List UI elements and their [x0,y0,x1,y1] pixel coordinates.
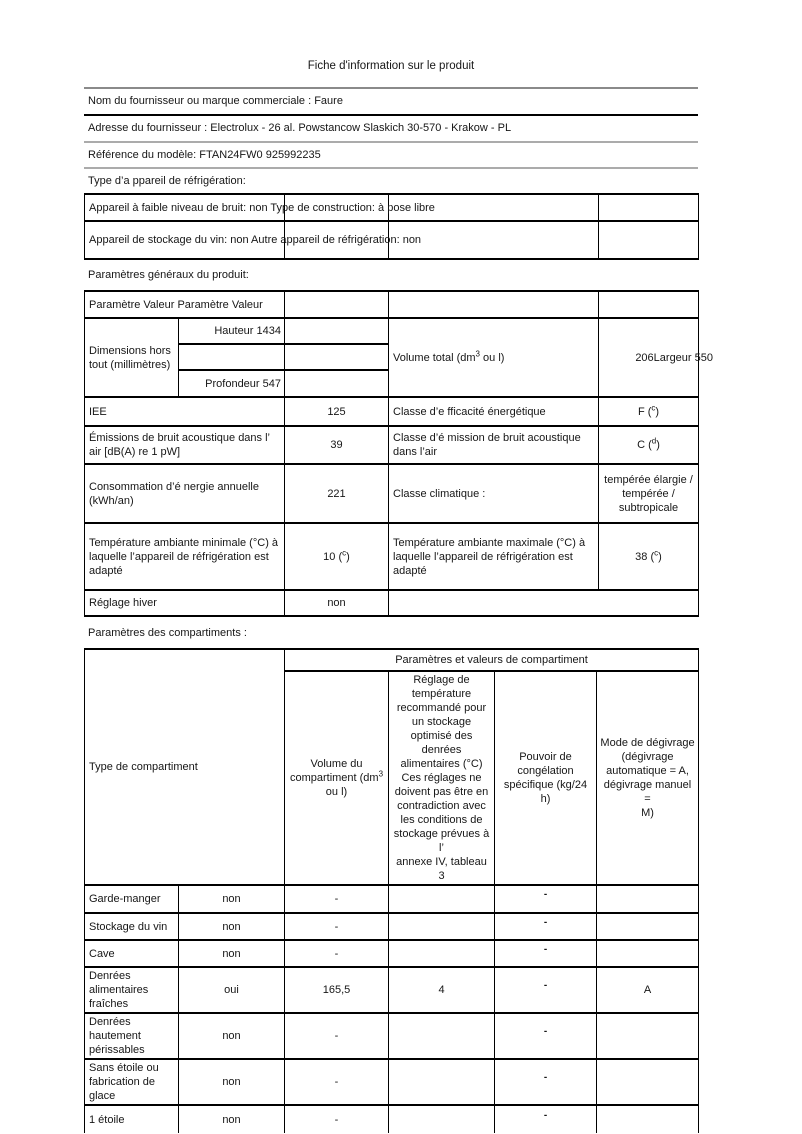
compartment-volume-cell: - [285,1105,389,1133]
compartment-freeze-cell: - [495,940,597,967]
compartment-present-cell: non [179,940,285,967]
compartment-name-cell: Garde-manger [85,885,179,913]
model-reference-row: Référence du modèle: FTAN24FW0 925992235 [84,141,698,167]
empty-cell [285,291,389,318]
compartment-volume-cell: 165,5 [285,967,389,1013]
compartment-freeze-cell: - [495,1105,597,1133]
empty-cell [599,194,699,221]
compartment-present-cell: non [179,885,285,913]
table-row [85,426,699,464]
compartment-volume-cell: - [285,885,389,913]
table-row [85,523,699,590]
compartment-defrost-cell [597,1013,699,1059]
table-row [85,649,699,671]
group-header-cell: Paramètres et valeurs de compartiment [285,649,699,671]
compartment-freeze-cell: - [495,967,597,1013]
compartment-volume-cell: - [285,1013,389,1059]
compartment-freeze-cell: - [495,1059,597,1105]
total-volume-value-cell: 206Largeur 550 [599,318,699,397]
freezing-capacity-header-cell: Pouvoir de congélation spécifique (kg/24 h) [495,671,597,885]
compartment-temp-cell [389,885,495,913]
empty-cell [285,370,389,397]
param-label-cell: Classe d’e fficacité énergétique [389,397,599,426]
param-value-cell: 38 ($^c$) [599,523,699,590]
compartment-freeze-cell: - [495,1013,597,1059]
compartment-temp-cell [389,1105,495,1133]
compartment-type-header-cell: Type de compartiment [85,649,285,885]
compartment-row [85,885,699,913]
table-row [85,221,699,259]
height-value-cell: Hauteur 1434 [179,318,285,344]
compartment-present-cell: non [179,1013,285,1059]
param-header-cell: Paramètre Valeur Paramètre Valeur [85,291,285,318]
table-row [85,318,699,344]
table-row [85,397,699,426]
empty-cell [599,221,699,259]
table-row [85,291,699,318]
compartment-temp-cell [389,940,495,967]
volume-header-cell: Volume du compartiment ($dm^3$ ou l) [285,671,389,885]
param-value-cell: 125 [285,397,389,426]
param-value-cell: C ($^d$) [599,426,699,464]
compartment-present-cell: non [179,1059,285,1105]
section-heading-appliance-type: Type d’a ppareil de réfrigération: [84,167,698,193]
supplier-address-row: Adresse du fournisseur : Electrolux - 26 al. Powstancow Slaskich 30-570 - Krakow - PL [84,114,698,141]
compartment-defrost-cell [597,885,699,913]
depth-value-cell: Profondeur 547 [179,370,285,397]
compartment-row [85,940,699,967]
param-label-cell: IEE [85,397,285,426]
compartment-freeze-cell: - [495,913,597,940]
compartment-defrost-cell [597,1059,699,1105]
compartments-table [84,648,699,1133]
param-value-cell: tempérée élargie / tempérée / subtropicale [599,464,699,523]
compartment-present-cell: oui [179,967,285,1013]
total-volume-label-cell: Volume total ($dm^3$ ou l) [389,318,599,397]
compartment-present-cell: non [179,1105,285,1133]
param-value-cell: 221 [285,464,389,523]
temperature-header-cell: Réglage de température recommandé pour un stockage optimisé des denrées alimentaires (°C) Ces réglages ne doivent pas être en contradiction avec les conditions de stockage prévues à l’ annexe IV, tableau 3 [389,671,495,885]
section-heading-general-params: Paramètres généraux du produit: [88,269,249,281]
empty-cell [285,318,389,344]
supplier-name-row: Nom du fournisseur ou marque commerciale : Faure [84,87,698,114]
param-value-cell: 10 ($^c$) [285,523,389,590]
compartment-temp-cell [389,913,495,940]
compartment-name-cell: 1 étoile [85,1105,179,1133]
general-parameters-table [84,290,713,617]
compartment-row [85,967,699,1013]
compartment-temp-cell [389,1059,495,1105]
compartment-temp-cell [389,1013,495,1059]
param-label-cell: Émissions de bruit acoustique dans l’ air [dB(A) re 1 pW] [85,426,285,464]
compartment-volume-cell: - [285,1059,389,1105]
compartment-freeze-cell: - [495,885,597,913]
param-label-cell: Température ambiante maximale (°C) à laquelle l’appareil de réfrigération est adapté [389,523,599,590]
param-label-cell: Température ambiante minimale (°C) à laquelle l’appareil de réfrigération est adapté [85,523,285,590]
compartment-defrost-cell [597,913,699,940]
empty-cell [389,291,599,318]
param-value-cell: F ($^c$) [599,397,699,426]
compartment-row [85,1105,699,1133]
compartment-row [85,913,699,940]
compartment-volume-cell: - [285,940,389,967]
defrost-mode-header-cell: Mode de dégivrage (dégivrage automatique = A, dégivrage manuel = M) [597,671,699,885]
compartment-defrost-cell [597,1105,699,1133]
param-value-cell: 39 [285,426,389,464]
empty-cell [179,344,285,370]
document-body [84,0,713,1133]
compartment-row [85,1013,699,1059]
appliance-type-cell: Appareil à faible niveau de bruit: non Type de construction: à pose libre [85,194,285,221]
appliance-type-table [84,193,699,260]
param-label-cell: Classe climatique : [389,464,599,523]
compartment-name-cell: Sans étoile ou fabrication de glace [85,1059,179,1105]
compartment-name-cell: Cave [85,940,179,967]
compartment-name-cell: Stockage du vin [85,913,179,940]
appliance-type-cell: Appareil de stockage du vin: non Autre appareil de réfrigération: non [85,221,285,259]
table-row [85,194,699,221]
page-title: Fiche d'information sur le produit [307,60,475,72]
compartment-volume-cell: - [285,913,389,940]
table-row [85,590,699,616]
empty-cell [285,344,389,370]
compartment-temp-cell: 4 [389,967,495,1013]
param-value-cell: non [285,590,389,616]
compartment-name-cell: Denrées alimentaires fraîches [85,967,179,1013]
compartment-row [85,1059,699,1105]
param-label-cell: Classe d’é mission de bruit acoustique dans l’air [389,426,599,464]
compartment-present-cell: non [179,913,285,940]
param-label-cell: Réglage hiver [85,590,285,616]
empty-cell [599,291,699,318]
empty-cell [389,590,699,616]
param-label-cell: Consommation d’é nergie annuelle (kWh/an) [85,464,285,523]
compartment-defrost-cell: A [597,967,699,1013]
section-heading-compartments: Paramètres des compartiments : [88,626,247,639]
table-row [85,464,699,523]
compartment-defrost-cell [597,940,699,967]
compartment-name-cell: Denrées hautement périssables [85,1013,179,1059]
dimensions-label-cell: Dimensions hors tout (millimètres) [85,318,179,397]
